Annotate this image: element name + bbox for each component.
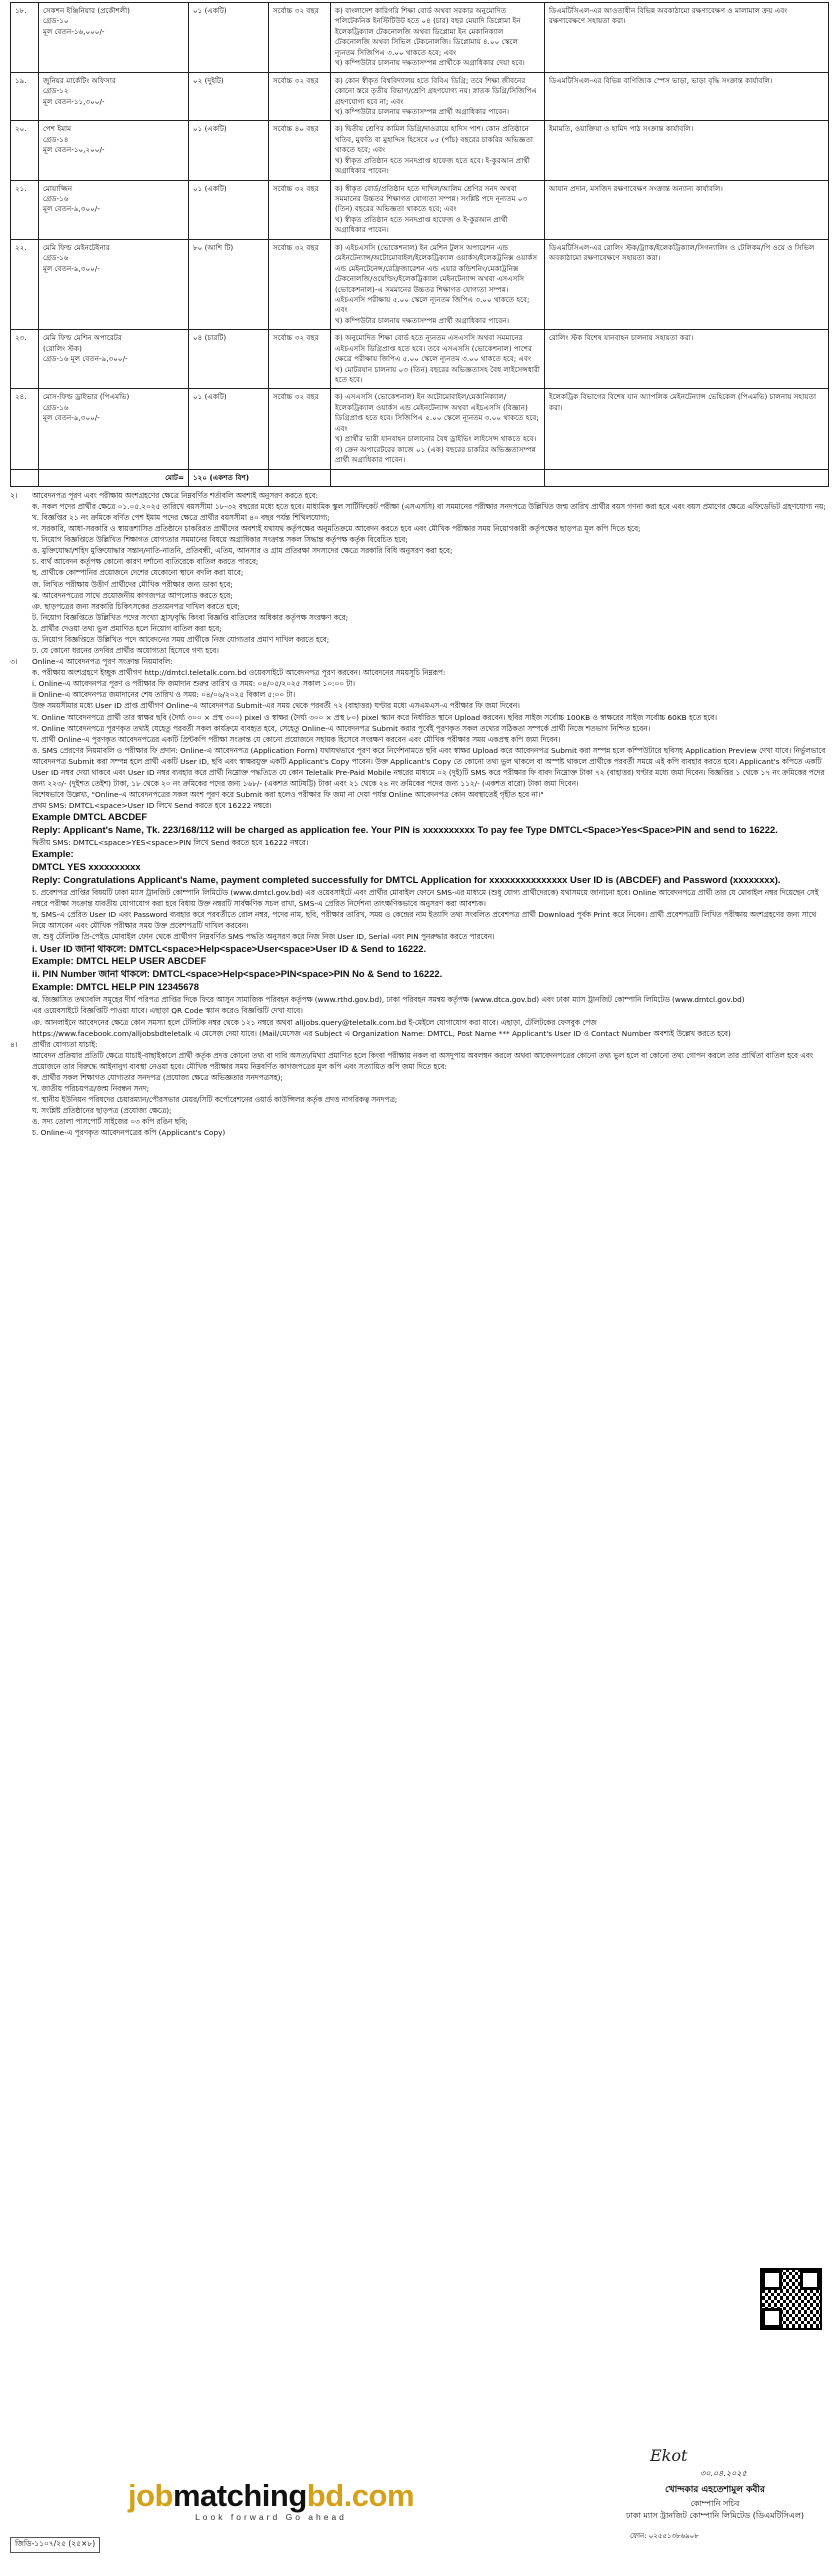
post-name-cell	[39, 3, 189, 73]
sms-example-2: DMTCL YES xxxxxxxxxx	[32, 861, 141, 873]
post-name-cell	[39, 330, 189, 389]
signer-org: ঢাকা ম্যাস ট্রানজিট কোম্পানি লিমিটেড (ডিএমটিসিএল)	[626, 2510, 804, 2520]
verification-line: ক. প্রার্থীর সকল শিক্ষাগত যোগ্যতার সনদপত্র (প্রযোজ্য ক্ষেত্রে অভিজ্ঞতার সনদপত্রসহ);	[32, 1072, 283, 1082]
post-count: ০২ (দুইটি)	[189, 72, 269, 121]
instruction-line: ড. নিয়োগ বিজ্ঞপ্তিতে উল্লিখিত পদে আবেদনের সময় প্রার্থীকে নিজ যোগ্যতার প্রমাণ দাখিল করতে হবে;	[32, 634, 330, 644]
post-grade: গ্রেড-১৬	[43, 402, 69, 412]
total-label: মোট=	[39, 469, 189, 486]
section-4-number: ৪।	[10, 1039, 18, 1049]
instruction-line: জ. লিখিত পরীক্ষায় উত্তীর্ণ প্রার্থীদের মৌখিক পরীক্ষার জন্য ডাকা হবে;	[32, 579, 233, 589]
sms-reply-2: Reply: Congratulations Applicant's Name, payment completed successfully for DMTCL Application for xxxxxxxxxxxxxxx User ID is (ABCDEF) and Password (xxxxxxxx).	[32, 874, 781, 886]
post-grade: গ্রেড-১৬	[43, 253, 69, 263]
post-requirements	[331, 121, 545, 180]
post-serial: ২১.	[11, 180, 39, 239]
instruction-line: ট. নিয়োগ বিজ্ঞপ্তিতে উল্লিখিত পদের সংখ্যা হ্রাস/বৃদ্ধি কিংবা বিজ্ঞপ্তি বাতিলের অধিকার কর্তৃপক্ষ সংরক্ষণ করে;	[32, 612, 349, 622]
qr-code-icon	[760, 2268, 822, 2330]
requirement-line: ক) অনুমোদিত শিক্ষা বোর্ড হতে ন্যূনতম এসএসসি অথবা সমমানের এইচএসসি ডিগ্রিপ্রাপ্ত হতে হবে। তবে এসএসসি (ভোকেশনাল) পাশের ক্ষেত্রে পরীক্ষায় জিপিএ ৫.০০ স্কেলে ন্যূনতম ৩.০০ থাকতে হবে; এবং	[335, 333, 532, 364]
post-count: ০১ (একটি)	[189, 3, 269, 73]
online-instruction-line: গ. Online আবেদনপত্রে পূরণকৃত তথ্যই যেহেতু পরবর্তী সকল কার্যক্রমে ব্যবহৃত হবে, সেহেতু Online-এ আবেদনপত্র Submit করার পূর্বেই পূরণকৃত সকল তথ্যের সঠিকতা সম্পর্কে প্রার্থী নিজে শতভাগ নিশ্চিত হবেন।	[32, 723, 651, 733]
instructions	[10, 490, 829, 1138]
table-row	[11, 239, 829, 330]
verification-line: চ. Online-এ পূরণকৃত আবেদনপত্রের কপি (Applicant's Copy)	[32, 1128, 226, 1138]
post-pay: মূল বেতন-১৬,০০০/-	[43, 26, 105, 36]
sms-example-1: Example DMTCL ABCDEF	[32, 811, 148, 823]
online-instruction-line: Online-এ আবেদনপত্র পূরণ সংক্রান্ত নিয়মাবলি:	[32, 657, 173, 667]
post-name: সেকশন ইঞ্জিনিয়ার (প্রকৌশলী)	[43, 6, 130, 15]
instruction-line: ঙ. মুক্তিযোদ্ধা/শহিদ মুক্তিযোদ্ধার সন্তান/নাতি-নাতনি, প্রতিবন্ধী, এতিম, আনসার ও গ্রাম প্রতিরক্ষা সদস্যদের ক্ষেত্রে সরকারি বিধি অনুসরণ করা হবে;	[32, 546, 453, 556]
post-age: সর্বোচ্চ ৩২ বছর	[269, 3, 331, 73]
post-pay: মূল বেতন-৯,৩০০/-	[43, 204, 100, 214]
requirement-line: গ) ক্রেন অপারেটরের কাজে ০১ (এক) বছরের চাকরির অভিজ্ঞতাসম্পন্ন প্রার্থী অগ্রাধিকার পাবেন।	[335, 444, 536, 465]
contact-line: ঞ. আনলাইনে আবেদনের ক্ষেত্রে কোন সমস্যা হলে টেলিটক নম্বর থেকে ১২১ নম্বরে অথবা alljobs.query@teletalk.com.bd ই-মেইলে যোগাযোগ করা যাবে। এছাড়া, টেলিটকের ফেসবুক পেজ https://www.facebook.com/alljobsbdteletalk এ মেসেজ দেয়া যাবে। (Mail/মেসেজ এর Subject এ Organization Name: DMTCL, Post Name *** Applicant's User ID ও Contact Number অবশ্যই উল্লেখ করতে হবে)	[32, 1017, 731, 1038]
signer-block	[600, 2484, 830, 2522]
verification-line: ঙ. সদ্য তোলা পাসপোর্ট সাইজের ০৩ কপি রঙিন ছবি;	[32, 1117, 188, 1127]
section-3-tail	[32, 994, 829, 1038]
post-count: ০৪ (চারটি)	[189, 330, 269, 389]
verification-line: খ. জাতীয় পরিচয়পত্র/জন্ম নিবন্ধন সনদ;	[32, 1084, 150, 1094]
logo-tagline: Look forward Go ahead	[195, 2512, 347, 2522]
total-row	[11, 469, 829, 486]
post-name: মোয়াজ্জিন	[43, 183, 73, 193]
instruction-line: ঠ. প্রার্থীর দেওয়া তথ্য ভুল প্রমাণিত হলে নিয়োগ বাতিল করা হবে;	[32, 623, 222, 633]
post-name: মেমি ফিল্ড মেশিন অপারেটর	[43, 333, 122, 343]
requirement-line: খ) স্বীকৃত প্রতিষ্ঠান হতে সনদপ্রাপ্ত হাফেজ ও ই-কুরআন প্রার্থী অগ্রাধিকার পাবেন।	[335, 214, 508, 235]
instruction-line: খ. বিজ্ঞপ্তির ২১ নং ক্রমিকে বর্ণিত পেশ ইমাম পদের ক্ষেত্রে প্রার্থীর বয়সসীমা ৪০ বছর পর্যন্ত শিথিলযোগ্য;	[32, 513, 330, 523]
sms-example-2-label: Example:	[32, 848, 74, 860]
online-instruction-line: খ. Online আবেদনপত্রে প্রার্থী তার স্বাক্ষর ছবি (দৈর্ঘ্য ৩০০ × প্রস্থ ৩০০) pixel ও স্বাক্ষর (দৈর্ঘ্য ৩০০ × প্রস্থ ৮০) pixel স্ক্যান করে নির্ধারিত স্থানে Upload করবেন। ছবির সাইজ সর্বোচ্চ 100KB ও স্বাক্ষরের সাইজ সর্বোচ্চ 60KB হতে হবে।	[32, 712, 717, 722]
jobmatchingbd-logo	[126, 2478, 416, 2522]
online-instruction-line: ii Online-এ আবেদনপত্র জমাদানের শেষ তারিখ ও সময়: ০৪/০৬/২০২৫ বিকাল ৫:০০ টা।	[32, 690, 296, 700]
recovery-line: ii. PIN Number জানা থাকলে: DMTCL<space>Help<space>PIN<space>PIN No & Send to 16222.	[32, 968, 443, 980]
requirement-line: খ) কম্পিউটার চালনায় দক্ষতাসম্পন্ন প্রার্থী অগ্রাধিকার পাবেন।	[335, 106, 510, 116]
requirement-line: ক) স্বীকৃত বোর্ড/প্রতিষ্ঠান হতে দাখিল/আলিম শ্রেণির সনদ অথবা সমমানের উচ্চতর শিক্ষাগত যোগ্যতা সম্পন্ন। সংশ্লিষ্ট পদে নূন্যতম ০৩ (তিন) বছরের অভিজ্ঞতা থাকতে হবে; এবং	[335, 183, 528, 214]
post-name: মেমি ফিল্ড মেইনটেইনার	[43, 242, 110, 252]
post-duty: ইমামতি, ওয়াক্তিয়া ও হামিদ পাঠ সংক্রান্ত কার্যাবলি।	[545, 121, 829, 180]
logo-matching: matching	[172, 2478, 307, 2513]
reference-number: জিডি-১১০৭/২৫ (২৫×৮)	[10, 2537, 100, 2553]
post-requirements	[331, 180, 545, 239]
post-serial: ২০.	[11, 121, 39, 180]
post-grade: গ্রেড-১২	[43, 86, 69, 96]
signature-date: ৩০.০৪.২০২৫	[700, 2469, 747, 2478]
post-serial: ২৪.	[11, 389, 39, 469]
section-3-lines	[32, 656, 829, 800]
table-row	[11, 121, 829, 180]
online-instruction-line: ঙ. SMS প্রেরণের নিয়মাবলি ও পরীক্ষার ফি প্রদান: Online-এ আবেদনপত্র (Application Form) যথাযথভাবে পূরণ করে নির্দেশনামতে ছবি এবং স্বাক্ষর Upload করে আবেদনপত্র Submit করা সম্পন্ন হলে কম্পিউটারে ছবিসহ Application Preview দেখা যাবে। নির্ভুলভাবে আবেদনপত্র Submit করা সম্পন্ন হলে প্রার্থী একটি User ID, ছবি এবং স্বাক্ষরযুক্ত একটি Applicant's Copy পাবেন। উক্ত Applicant's Copy তে কোনো তথ্য ভুল থাকলে বা অস্পষ্ট থাকলে প্রার্থীকে পরবর্তী সময়ে এই কপি ব্যবহার করতে হবে। Applicant's কপিতে একটি User ID নম্বর দেয়া থাকবে এবং User ID নম্বর ব্যবহার করে প্রার্থী নিম্নোক্ত পদ্ধতিতে যে কোন Teletalk Pre-Paid Mobile নম্বরের মাধ্যমে ০২ (দুই)টি SMS করে পরীক্ষার ফি বাবদ নিম্নোক্ত টাকা ৭২ (বাহাত্তর) ঘণ্টার মধ্যে জমা দিবেন। বিজ্ঞপ্তির ১ থেকে ১৭ নং ক্রমিকের পদের জন্য ২২৩/- (দুইশত তেইশ) টাকা, ১৮ থেকে ২০ নং ক্রমিকের পদের জন্য ১৬৮/- (একশত আটষট্টি) টাকা এবং ২১ থেকে ২৪ নং ক্রমিকের পদের জন্য ১১২/- (একশত বারো) টাকা জমা দিবেন।	[32, 745, 826, 788]
requirement-line: খ) প্রার্থীর ভারী যানবাহন চালানোর বৈধ ড্রাইভিং লাইসেন্স থাকতে হবে।	[335, 434, 537, 444]
requirement-line: ক) এইচএসসি (ভোকেশনাল) ইন মেশিন টুলস অপারেশন এন্ড মেইনটেন্যান্স/অটোমোবাইল/ইলেকট্রিক্যাল ওয়ার্কস/ইলেকট্রনিক্স ওয়ার্কস এন্ড মেইনটেনেন্স/রেফ্রিজারেশন এন্ড এয়ার কন্ডিশনিং/মেকাট্রনিক্স টেকনোলজি/ওয়েল্ডিং/ইলেকট্রিক্যাল মেইনটেন্যান্স অথবা এসএসসি (ভোকেশনাল)-এ সমমানের উচ্চতর শিক্ষাগত যোগ্যতা সম্পন্ন। এইচএসসি পরীক্ষায় ৫.০০ স্কেলে ন্যূনতম জিপিএ ৩.০০ থাকতে হবে; এবং	[335, 242, 538, 315]
post-duty: আযান প্রদান, মসজিদ রক্ষণাবেক্ষণ সংক্রান্ত অন্যান্য কার্যাবলি।	[545, 180, 829, 239]
post-name-cell	[39, 72, 189, 121]
signature: Ekot	[650, 2446, 688, 2465]
section-3	[10, 656, 829, 1039]
requirement-line: খ) মোটরযান চালনায় ০৩ (তিন) বছরের অভিজ্ঞতাসহ বৈধ লাইসেন্সধারী হতে হবে।	[335, 364, 540, 384]
online-instruction-line: ঘ. প্রার্থী Online-এ পূরণকৃত আবেদনপত্রের একটি প্রিন্টকপি পরীক্ষা সংক্রান্ত যে কোনো প্রয়োজনে সহায়ক হিসেবে সংরক্ষণ করবেন এবং মৌখিক পরীক্ষার সময় একপ্রস্থ কপি জমা দিবেন।	[32, 734, 561, 744]
total-value: ১২০ (একশত বিশ)	[189, 469, 269, 486]
instruction-line: গ. সরকারি, আধা-সরকারি ও স্বায়ত্তশাসিত প্রতিষ্ঠানে চাকরিরত প্রার্থীদের অবশ্যই যথাযথ কর্তৃপক্ষের অনুমতিক্রমে আবেদন করতে হবে এবং মৌখিক পরীক্ষার সময় নিয়োগকারী কর্তৃপক্ষের ছাড়পত্র মূল কপি দিতে হবে;	[32, 524, 641, 534]
post-grade: গ্রেড-১০	[43, 16, 69, 26]
requirement-line: ক) বাংলাদেশ কারিগরি শিক্ষা বোর্ড অথবা সরকার অনুমোদিত পলিটেকনিক ইনস্টিটিউট হতে ০৪ (চার) বছর মেয়াদি ডিপ্লোমা ইন ইলেকট্রিক্যাল টেকনোলজি অথবা ডিপ্লোমা ইন মেকানিক্যাল টেকনোলজি অথবা সিভিল টেকনোলজি। ডিপ্লোমায় ৪.০০ স্কেলে ন্যূনতম সিজিপিএ ৩.০০ থাকতে হবে; এবং	[335, 6, 521, 57]
post-pay: মূল বেতন-১১,৩০০/-	[43, 96, 105, 106]
post-duty: ডিএমটিসিএল-এর আওতাধীন বিভিন্ন অবকাঠামো রক্ষণাবেক্ষণ ও মালামাল ক্রয় এবং রক্ষণাবেক্ষণে সহায়তা করা।	[545, 3, 829, 73]
post-count: ০১ (একটি)	[189, 389, 269, 469]
section-4	[10, 1039, 829, 1139]
table-row	[11, 72, 829, 121]
requirement-line: ক) কোন স্বীকৃত বিশ্ববিদ্যালয় হতে বিবিএ ডিগ্রি; তবে শিক্ষা জীবনের কোনো স্তরে তৃতীয় বিভাগ/শ্রেণি গ্রহণযোগ্য নয়। স্নাতক ডিগ্রি/সিজিপিএ গ্রহণযোগ্য হবে না; এবং	[335, 75, 538, 106]
table-row	[11, 180, 829, 239]
post-name-cell	[39, 121, 189, 180]
table-row	[11, 330, 829, 389]
post-serial: ২৩.	[11, 330, 39, 389]
post-count: ০১ (একটি)	[189, 121, 269, 180]
recovery-instructions	[32, 943, 829, 995]
online-instruction-line: ক. পরীক্ষায় অংশগ্রহণে ইচ্ছুক প্রার্থীগণ http://dmtcl.teletalk.com.bd ওয়েবসাইটে আবেদনপত্র পূরণ করবেন। আবেদনের সময়সূচি নিম্নরূপ:	[32, 668, 446, 678]
post-age: সর্বোচ্চ ৩২ বছর	[269, 239, 331, 330]
requirement-line: খ) কম্পিউটার চালনায় দক্ষতাসম্পন্ন প্রার্থীকে অগ্রাধিকার দেয়া হবে।	[335, 58, 525, 68]
signer-name: খোন্দকার এহতেশামুল কবীর	[665, 2485, 765, 2495]
recovery-line: Example: DMTCL HELP PIN 12345678	[32, 981, 199, 993]
post-duty: ইলেকট্রিক বিভাগের বিশেষ যান অ্যাপলিক মেইনটেন্যান্স ভেহিকেল (পিএমভি) চালনায় সহায়তা করা।	[545, 389, 829, 469]
online-instruction-line: ছ. SMS-এ প্রেরিত User ID এবং Password ব্যবহার করে পরবর্তীতে রোল নম্বর, পদের নাম, ছবি, পরীক্ষার তারিখ, সময় ও কেন্দ্রের নাম ইত্যাদি তথ্য সংবলিত প্রবেশপত্র প্রার্থী Download পূর্বক Print করে নিবেন। প্রার্থী প্রবেশপত্রটি লিখিত পরীক্ষায় অংশগ্রহণের জন্য সাথে নিয়ে আসবেন এবং মৌখিক পরীক্ষার সময় উক্ত প্রবেশপত্রটি দাখিল করবেন।	[32, 910, 817, 931]
post-name-cell	[39, 180, 189, 239]
post-requirements	[331, 3, 545, 73]
post-serial: ১৮.	[11, 3, 39, 73]
online-instruction-line: i. Online-এ আবেদনপত্র পূরণ ও পরীক্ষার ফি জমাদান শুরুর তারিখ ও সময়: ০৪/০৫/২০২৫ সকাল ১০:০০ টা।	[32, 679, 355, 689]
posts-table-body	[11, 3, 829, 470]
post-age: সর্বোচ্চ ৪০ বছর	[269, 121, 331, 180]
post-age: সর্বোচ্চ ৩২ বছর	[269, 180, 331, 239]
contact-line: ঝ. জিজ্ঞাসিত তথ্যাবলি সমূহের দীর্ঘ পরিপত্র প্রাপ্তির দিকে ফিরে আসুন সামাজিক পরিবহন কর্তৃপক্ষ (www.rthd.gov.bd), ঢাকা পরিবহন সমন্বয় কর্তৃপক্ষ (www.dtca.gov.bd) এবং ঢাকা ম্যাস ট্রানজিট কোম্পানি লিমিটেড (www.dmtcl.gov.bd) এর ওয়েবসাইটে বিজ্ঞপ্তিটি পাওয়া যাবে। এছাড়া QR Code স্ক্যান করেও বিজ্ঞপ্তিটি দেখা যাবে।	[32, 995, 745, 1016]
post-age: সর্বোচ্চ ৩২ বছর	[269, 72, 331, 121]
requirement-line: খ) স্বীকৃত প্রতিষ্ঠান হতে সনদপ্রাপ্ত হাফেজ হতে হবে। ই-কুরআন প্রার্থী অগ্রাধিকার পাবেন।	[335, 155, 530, 176]
online-instruction-line: উক্ত সময়সীমার মধ্যে User ID প্রাপ্ত প্রার্থীগণ Online-এ আবেদনপত্র Submit-এর সময় থেকে পরবর্তী ৭২ (বাহাত্তর) ঘণ্টার মধ্যে এসএমএস-এ পরীক্ষার ফি জমা দিবেন।	[32, 701, 520, 711]
requirement-line: খ) কম্পিউটার চালনায় দক্ষতাসম্পন্ন প্রার্থী অগ্রাধিকার পাবেন।	[335, 315, 510, 325]
section-2-number: ২।	[10, 490, 18, 500]
post-requirements	[331, 239, 545, 330]
post-pay: গ্রেড-১৬ মূল বেতন-৯,৩০০/-	[43, 354, 128, 364]
online-instruction-line: চ. প্রবেশপত্র প্রাপ্তির বিষয়টি ঢাকা ম্যাস ট্রানজিট কোম্পানি লিমিটেড (www.dmtcl.gov.bd) এর ওয়েবসাইটে এবং প্রার্থীর মোবাইল ফোনে SMS-এর মাধ্যমে (শুধু যোগ্য প্রার্থীদেরকে) যথাসময়ে জানানো হবে। Online আবেদনপত্রে প্রার্থী তার যে মোবাইল নম্বর দিয়েছেন সেই নম্বরে পরীক্ষা সংক্রান্ত যাবতীয় যোগাযোগ করা হবে বিধায় উক্ত নম্বরটি সার্বক্ষণিক সচল রাখা, SMS-এ প্রেরিত নির্দেশনা তাৎক্ষণিকভাবে অনুসরণ করা আবশ্যক।	[32, 888, 819, 909]
post-age: সর্বোচ্চ ৩২ বছর	[269, 389, 331, 469]
online-instruction-line: বিশেষভাবে উল্লেখ্য, "Online-এ আবেদনপত্রের সকল অংশ পূরণ করে Submit করা হলেও পরীক্ষার ফি জমা না দেয়া পর্যন্ত Online আবেদনপত্র কোন অবস্থাতেই গৃহীত হবে না।"	[32, 790, 544, 800]
post-name: মোস-ফিল্ড ড্রাইভার (পিএমভি)	[43, 392, 130, 402]
section-2-body	[32, 490, 829, 656]
post-pay: মূল বেতন-১০,২০০/-	[43, 145, 105, 155]
table-row	[11, 389, 829, 469]
post-duty: ডিএমটিসিএল-এর রোলিং স্টক/ট্র্যাক/ইলেকট্রিক্যাল/সিগন্যালিং ও টেলিকম/পি ওয়ে ও সিভিল অবকাঠামো রক্ষণাবেক্ষণে সহায়তা করা।	[545, 239, 829, 330]
post-grade: গ্রেড-১৪	[43, 134, 69, 144]
section-4-body	[32, 1039, 829, 1139]
signer-phone: ফোন: ০২৫৫১৩৮৬৯০৮	[630, 2532, 699, 2540]
verification-line: গ. স্থানীয় ইউনিয়ন পরিষদের চেয়ারম্যান/পৌরসভার মেয়র/সিটি কর্পোরেশনের ওয়ার্ড কাউন্সিলর কর্তৃক প্রদত্ত নাগরিকত্ব সনদপত্র;	[32, 1095, 398, 1105]
post-requirements	[331, 330, 545, 389]
section-3-more	[32, 887, 829, 942]
instruction-line: ঢ. যে কোনো ধরনের তদবির প্রার্থীর অযোগ্যতা হিসেবে গণ্য হবে।	[32, 646, 219, 656]
instruction-line: চ. ব্যর্থ আবেদন কর্তৃপক্ষ কোনো কারণ দর্শানো ব্যতিরেকে বাতিল করতে পারবে;	[32, 557, 259, 567]
post-serial: ২২.	[11, 239, 39, 330]
post-pay: মূল বেতন-৯,৩০০/-	[43, 413, 100, 423]
section-3-body	[32, 656, 829, 1039]
verification-line: ঘ. সংশ্লিষ্ট প্রতিষ্ঠানের ছাড়পত্র (প্রযোজ্য ক্ষেত্রে);	[32, 1106, 172, 1116]
post-duty: রোলিং স্টক বিশেষ যানবাহন চালনায় সহায়তা করা।	[545, 330, 829, 389]
recovery-line: Example: DMTCL HELP USER ABCDEF	[32, 955, 207, 967]
verification-line: আবেদন প্রক্রিয়ার প্রতিটি ক্ষেত্রে যাচাই-বাছাইকালে প্রার্থী কর্তৃক প্রদত্ত কোনো তথ্য বা দাবি অসত্য/মিথ্যা প্রমাণিত হলে কিংবা পরীক্ষায় নকল বা অসদুপায় অবলম্বন করলে অথবা আবেদনপত্রের কোনো তথ্য ভুল হলে বা কোনো তথ্য গোপন করলে তার প্রার্থিতা বাতিল হবে এবং প্রয়োজনে তার বিরুদ্ধে আইনানুগ ব্যবস্থা নেওয়া হবে। মৌখিক পরীক্ষার সময় নিম্নবর্ণিত কাগজপত্রের মূল কপি এবং সত্যায়িত কপি জমা দিতে হবে:	[32, 1050, 814, 1071]
table-row	[11, 3, 829, 73]
post-name: পেশ ইমাম	[43, 124, 72, 134]
instruction-line: ঞ. ছাড়পত্রের জন্য সরকারি চিকিৎসকের প্রত্যয়নপত্র দাখিল করতে হবে;	[32, 601, 240, 611]
post-name: জুনিয়র মার্কেটিং অফিসার	[43, 75, 116, 85]
requirement-line: ক) এসএসসি (ভোকেশনাল) ইন অটোমোবাইল/মেকানিক্যাল/ইলেকট্রিক্যাল ওয়ার্কস এন্ড মেইনটেন্যান্স অথবা এইচএসসি (বিজ্ঞান) ডিগ্রিপ্রাপ্ত হতে হবে। সিজিপিএ ৫.০০ স্কেলে ন্যূনতম ৩.০০ থাকতে হবে; এবং	[335, 392, 539, 433]
instruction-line: ঝ. আবেদনপত্রের সাথে প্রয়োজনীয় কাগজপত্র আপলোড করতে হবে;	[32, 590, 233, 600]
verification-line: প্রার্থীর যোগ্যতা যাচাই:	[32, 1039, 98, 1049]
post-name-cell	[39, 389, 189, 469]
sms-second: দ্বিতীয় SMS: DMTCL<space>YES<space>PIN লিখে Send করতে হবে 16222 নম্বরে।	[32, 838, 309, 848]
requirement-line: ক) দ্বিতীয় শ্রেণির কামিল ডিগ্রি/দাওরায়ে হাদিস পাশ। কোন প্রতিষ্ঠানে খতিব, মুফতি বা মুহাদ্দিস হিসেবে ০৫ (পাঁচ) বছরের চাকরির অভিজ্ঞতা থাকতে হবে; এবং	[335, 124, 534, 155]
instruction-line: ক. সকল পদের প্রার্থীর ক্ষেত্রে ০১.০৫.২০২৫ তারিখে বয়সসীমা ১৮-৩২ বছরের মধ্যে হতে হবে। মাধ্যমিক স্কুল সার্টিফিকেট পরীক্ষা (এসএসসি) বা সমমানের পরীক্ষার সনদপত্রে উল্লিখিত জন্ম তারিখ প্রার্থীর বয়স গণনা করা হবে এবং বয়স প্রমাণের ক্ষেত্রে এফিডেভিট গ্রহণযোগ্য নয়;	[32, 502, 826, 512]
post-serial: ১৯.	[11, 72, 39, 121]
logo-job: job	[127, 2478, 173, 2513]
instruction-line: ছ. প্রার্থীকে কোম্পানির প্রয়োজনে দেশের যেকোনো স্থানে বদলি করা যাবে;	[32, 568, 244, 578]
logo-bd: bd.com	[306, 2478, 415, 2513]
post-pay: মূল বেতন-৯,৩০০/-	[43, 263, 100, 273]
recovery-line: i. User ID জানা থাকলে: DMTCL<space>Help<space>User<space>User ID & Send to 16222.	[32, 942, 427, 954]
post-requirements	[331, 72, 545, 121]
online-instruction-line: জ. শুধু টেলিটক প্রি-পেইড মোবাইল ফোন থেকে প্রার্থীগণ নিম্নবর্ণিত SMS পদ্ধতি অনুসরণ করে নিজ নিজ User ID, Serial এবং PIN পুনরুদ্ধার করতে পারবেন।	[32, 932, 495, 942]
sms-first: প্রথম SMS: DMTCL<space>User ID লিখে Send করতে হবে 16222 নম্বরে।	[32, 801, 272, 811]
post-age: সর্বোচ্চ ৩২ বছর	[269, 330, 331, 389]
signer-title: কোম্পানি সচিব	[690, 2498, 740, 2508]
instruction-line: ঘ. নিয়োগ বিজ্ঞপ্তিতে উল্লিখিত শিক্ষাগত যোগ্যতার সমমানের বিষয়ে অগ্রাধিকার সংক্রান্ত সকল সিদ্ধান্ত কর্তৃপক্ষ কর্তৃক বিবেচিত হবে;	[32, 535, 408, 545]
post-requirements	[331, 389, 545, 469]
post-grade: (রোলিং স্টক)	[43, 343, 82, 353]
post-name-cell	[39, 239, 189, 330]
post-grade: গ্রেড-১৬	[43, 194, 69, 203]
instruction-line: আবেদনপত্র পূরণ এবং পরীক্ষায় অংশগ্রহণের ক্ষেত্রে নিম্নবর্ণিত শর্তাবলি অবশ্যই অনুসরণ করতে হবে:	[32, 490, 318, 500]
sms-reply-1: Reply: Applicant's Name, Tk. 223/168/112 will be charged as application fee. Your PIN is xxxxxxxxxx To pay fee Type DMTCL<Space>Yes<Space>PIN and send to 16222.	[32, 824, 778, 836]
posts-table	[10, 2, 829, 487]
post-count: ০১ (একটি)	[189, 180, 269, 239]
section-2	[10, 490, 829, 656]
post-count: ৮০ (আশি টি)	[189, 239, 269, 330]
section-3-number: ৩।	[10, 657, 18, 667]
post-duty: ডিএমটিসিএল-এর বিভিন্ন বাণিজ্যিক স্পেস ভাড়া, ভাড়া বৃদ্ধি সংক্রান্ত কার্যাবলি।	[545, 72, 829, 121]
